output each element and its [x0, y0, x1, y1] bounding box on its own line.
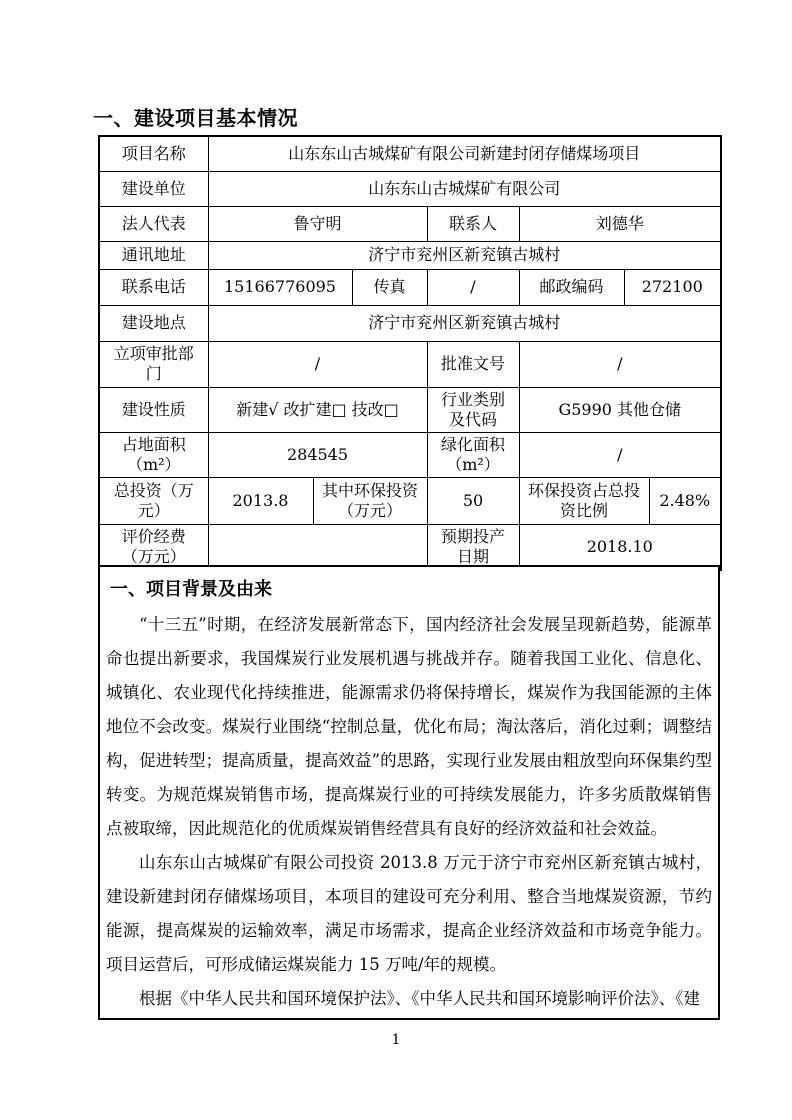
- area-value: 284545: [208, 432, 427, 477]
- green-value: /: [519, 432, 721, 477]
- table-row: [99, 241, 721, 269]
- table-row: [99, 269, 721, 305]
- postcode-value: 272100: [624, 269, 721, 305]
- address-value: 济宁市兖州区新兖镇古城村: [208, 241, 721, 269]
- nature-value: 新建√ 改扩建□ 技改□: [208, 387, 427, 432]
- approval-doc-label: 批准文号: [427, 341, 519, 387]
- approval-doc-value: /: [519, 341, 721, 387]
- page-number: 1: [391, 1032, 401, 1048]
- table-row: [99, 387, 721, 432]
- background-body: [100, 608, 718, 1016]
- approval-dept-label: 立项审批部门: [99, 341, 208, 387]
- project-background-section: [98, 565, 720, 1020]
- background-paragraph: 山东东山古城煤矿有限公司投资 2013.8 万元于济宁市兖州区新兖镇古城村，建设新建封闭存储煤场项目，本项目的建设可充分利用、整合当地煤炭资源，节约能源，提高煤炭的运输效率，满足市场需求，提高企业经济效益和市场竞争能力。项目运营后，可形成储运煤炭能力 15 万吨/年的规模。: [106, 853, 712, 974]
- green-label: 绿化面积（m²）: [427, 432, 519, 477]
- table-row: [99, 432, 721, 477]
- table-row: [99, 206, 721, 241]
- industry-value: G5990 其他仓储: [519, 387, 721, 432]
- approval-dept-value: /: [208, 341, 427, 387]
- investment-value: 2013.8: [208, 477, 313, 524]
- contact-value: 刘德华: [519, 206, 721, 241]
- table-row: [99, 524, 721, 570]
- production-date-label: 预期投产日期: [427, 524, 519, 570]
- phone-value: 15166776095: [208, 269, 352, 305]
- table-row: [99, 171, 721, 206]
- env-ratio-label: 环保投资占总投资比例: [519, 477, 649, 524]
- table-row: [99, 341, 721, 387]
- table-row: [99, 477, 721, 524]
- builder-label: 建设单位: [99, 171, 208, 206]
- env-investment-label: 其中环保投资（万元）: [313, 477, 427, 524]
- address-label: 通讯地址: [99, 241, 208, 269]
- eval-fee-label: 评价经费（万元）: [99, 524, 208, 570]
- page-title: 一、建设项目基本情况: [93, 106, 298, 130]
- legal-rep-label: 法人代表: [99, 206, 208, 241]
- site-label: 建设地点: [99, 305, 208, 341]
- production-date-value: 2018.10: [519, 524, 721, 570]
- investment-label: 总投资（万元）: [99, 477, 208, 524]
- fax-value: /: [427, 269, 519, 305]
- industry-label: 行业类别及代码: [427, 387, 519, 432]
- project-name-value: 山东东山古城煤矿有限公司新建封闭存储煤场项目: [208, 136, 721, 171]
- fax-label: 传真: [352, 269, 427, 305]
- contact-label: 联系人: [427, 206, 519, 241]
- env-investment-value: 50: [427, 477, 519, 524]
- background-heading: 一、项目背景及由来: [110, 579, 272, 600]
- env-ratio-value: 2.48%: [649, 477, 721, 524]
- project-name-label: 项目名称: [99, 136, 208, 171]
- builder-value: 山东东山古城煤矿有限公司: [208, 171, 721, 206]
- table-row: [99, 305, 721, 341]
- background-paragraph: “十三五”时期，在经济发展新常态下，国内经济社会发展呈现新趋势，能源革命也提出新要求，我国煤炭行业发展机遇与挑战并存。随着我国工业化、信息化、城镇化、农业现代化持续推进，能源需求仍将保持增长，煤炭作为我国能源的主体地位不会改变。煤炭行业围绕“控制总量，优化布局；淘汰落后，消化过剩；调整结构，促进转型；提高质量，提高效益”的思路，实现行业发展由粗放型向环保集约型转变。为规范煤炭销售市场，提高煤炭行业的可持续发展能力，许多劣质散煤销售点被取缔，因此规范化的优质煤炭销售经营具有良好的经济效益和社会效益。: [106, 615, 712, 838]
- area-label: 占地面积（m²）: [99, 432, 208, 477]
- postcode-label: 邮政编码: [519, 269, 624, 305]
- project-info-table: [98, 135, 722, 571]
- site-value: 济宁市兖州区新兖镇古城村: [208, 305, 721, 341]
- phone-label: 联系电话: [99, 269, 208, 305]
- nature-label: 建设性质: [99, 387, 208, 432]
- legal-rep-value: 鲁守明: [208, 206, 427, 241]
- background-paragraph: 根据《中华人民共和国环境保护法》、《中华人民共和国环境影响评价法》、《建: [139, 989, 700, 1008]
- table-row: [99, 136, 721, 171]
- eval-fee-value: [208, 524, 427, 570]
